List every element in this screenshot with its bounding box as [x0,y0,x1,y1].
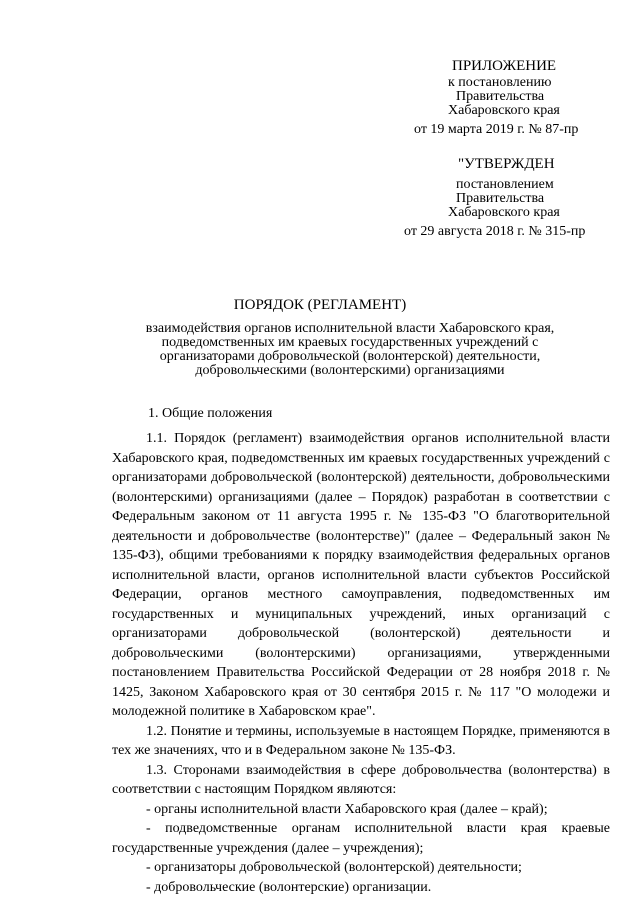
section-heading: 1. Общие положения [148,406,273,421]
document-title: ПОРЯДОК (РЕГЛАМЕНТ) [233,297,407,313]
appendix-line3: Хабаровского края [448,103,560,118]
approved-date: от 29 августа 2018 г. № 315-пр [404,224,586,239]
appendix-line2: Правительства [456,89,545,104]
approved-line3: Хабаровского края [448,205,560,220]
document-body [112,429,610,897]
appendix-date: от 19 марта 2019 г. № 87-пр [414,122,579,137]
paragraph-1-1: 1.1. Порядок (регламент) взаимодействия органов исполнительной власти Хабаровского края, подведомственных им краевых государственных учреждений с организаторами добровольческой (волонтерской) деятельности, добровольческими (волонтерскими) организациями (далее – Порядок) разработан в соответствии с Федеральным законом от 11 августа 1995 г. № 135-ФЗ "О благотворительной деятельности и добровольчестве (волонтерстве)" (далее – Федеральный закон № 135-ФЗ), общими требованиями к порядку взаимодействия федеральных органов исполнительной власти, органов исполнительной власти субъектов Российской Федерации, органов местного самоуправления, подведомственных им государственных и муниципальных учреждений, иных организаций с организаторами добровольческой (волонтерской) деятельности и добровольческими (волонтерскими) организациями, утвержденными постановлением Правительства Российской Федерации от 28 ноября 2018 г. № 1425, Законом Хабаровского края от 30 сентября 2015 г. № 117 "О молодежи и молодежной политике в Хабаровском крае". [112,431,610,719]
document-subtitle: взаимодействия органов исполнительной власти Хабаровского края, подведомственных им краевых государственных учреждений с организаторами добровольческой (волонтерской) деятельности, добровольческими (волонтерскими) организациями [145,321,555,378]
approved-title: "УТВЕРЖДЕН [458,156,555,172]
paragraph-1-2: 1.2. Понятие и термины, используемые в настоящем Порядке, применяются в тех же значениях, что и в Федеральном законе № 135-ФЗ. [112,723,610,758]
appendix-title: ПРИЛОЖЕНИЕ [452,58,557,74]
list-item: - подведомственные органам исполнительной власти края краевые государственные учреждения (далее – учреждения); [112,821,610,856]
paragraph-1-3: 1.3. Сторонами взаимодействия в сфере добровольчества (волонтерства) в соответствии с настоящим Порядком являются: [112,762,610,797]
list-item: - добровольческие (волонтерские) организации. [146,879,432,895]
list-item: - органы исполнительной власти Хабаровского края (далее – край); [146,801,548,817]
approved-block [400,156,620,239]
appendix-line1: к постановлению [448,75,552,90]
approved-line2: Правительства [456,191,545,206]
list-item: - организаторы добровольческой (волонтерской) деятельности; [146,860,522,875]
approved-line1: постановлением [456,177,554,192]
appendix-block [400,58,600,137]
